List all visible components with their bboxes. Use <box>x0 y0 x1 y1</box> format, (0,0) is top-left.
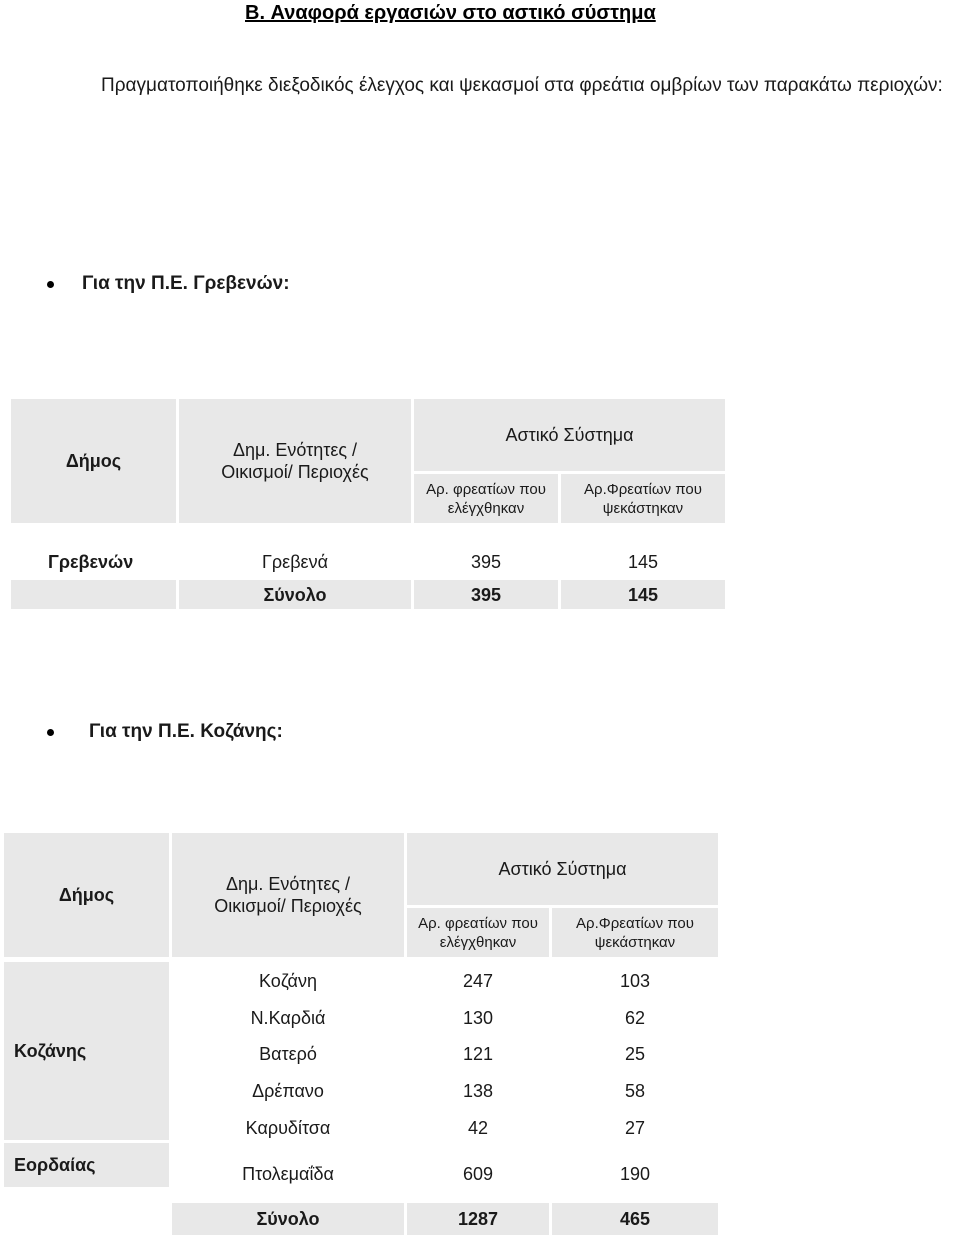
table-row-sprayed: 27 <box>624 1118 646 1138</box>
header-units: Δημ. Ενότητες / Οικισμοί/ Περιοχές <box>179 399 411 523</box>
intro-paragraph: Πραγματοποιήθηκε διεξοδικός έλεγχος και ψεκασμοί στα φρεάτια ομβρίων των παρακάτω περιοχών: <box>101 75 943 96</box>
section-title: B. Αναφορά εργασιών στο αστικό σύστημα <box>245 2 656 24</box>
bullet-icon <box>47 281 54 288</box>
table-row-inspected: 121 <box>462 1044 494 1064</box>
table-row-area: Πτολεμαΐδα <box>242 1164 334 1184</box>
header-units: Δημ. Ενότητες / Οικισμοί/ Περιοχές <box>172 833 404 957</box>
table-row-area: Κοζάνη <box>259 971 317 991</box>
table-row-sprayed: 190 <box>619 1164 651 1184</box>
total-sprayed: 465 <box>552 1203 718 1235</box>
table-row-sprayed: 145 <box>561 545 725 579</box>
total-spacer <box>11 580 176 609</box>
header-urban-system: Αστικό Σύστημα <box>414 399 725 471</box>
total-label: Σύνολο <box>179 580 411 609</box>
eordaia-municipality: Εορδαίας <box>4 1143 169 1187</box>
header-sprayed: Αρ.Φρεατίων που ψεκάστηκαν <box>561 474 725 523</box>
table-row-inspected: 609 <box>462 1164 494 1184</box>
table-row-area: Ν.Καρδιά <box>250 1008 326 1028</box>
total-inspected: 395 <box>414 580 558 609</box>
table-row-sprayed: 103 <box>619 971 651 991</box>
table-row-area: Βατερό <box>259 1044 317 1064</box>
kozani-heading: Για την Π.Ε. Κοζάνης: <box>89 721 283 742</box>
header-inspected: Αρ. φρεατίων που ελέγχθηκαν <box>407 908 549 957</box>
grevena-municipality: Γρεβενών <box>11 545 176 579</box>
kozani-municipality: Κοζάνης <box>4 962 169 1140</box>
table-row-area: Δρέπανο <box>252 1081 324 1101</box>
table-row-inspected: 247 <box>462 971 494 991</box>
table-row-inspected: 42 <box>467 1118 489 1138</box>
table-row-sprayed: 58 <box>624 1081 646 1101</box>
header-inspected: Αρ. φρεατίων που ελέγχθηκαν <box>414 474 558 523</box>
total-label: Σύνολο <box>172 1203 404 1235</box>
bullet-icon <box>47 729 54 736</box>
table-row-area: Καρυδίτσα <box>245 1118 331 1138</box>
grevena-heading: Για την Π.Ε. Γρεβενών: <box>82 273 290 294</box>
total-inspected: 1287 <box>407 1203 549 1235</box>
header-municipality: Δήμος <box>11 399 176 523</box>
header-sprayed: Αρ.Φρεατίων που ψεκάστηκαν <box>552 908 718 957</box>
table-row-inspected: 138 <box>462 1081 494 1101</box>
total-sprayed: 145 <box>561 580 725 609</box>
table-row-inspected: 130 <box>462 1008 494 1028</box>
table-row-sprayed: 25 <box>624 1044 646 1064</box>
table-row-sprayed: 62 <box>624 1008 646 1028</box>
table-row-area: Γρεβενά <box>179 545 411 579</box>
header-municipality: Δήμος <box>4 833 169 957</box>
header-urban-system: Αστικό Σύστημα <box>407 833 718 905</box>
table-row-inspected: 395 <box>414 545 558 579</box>
